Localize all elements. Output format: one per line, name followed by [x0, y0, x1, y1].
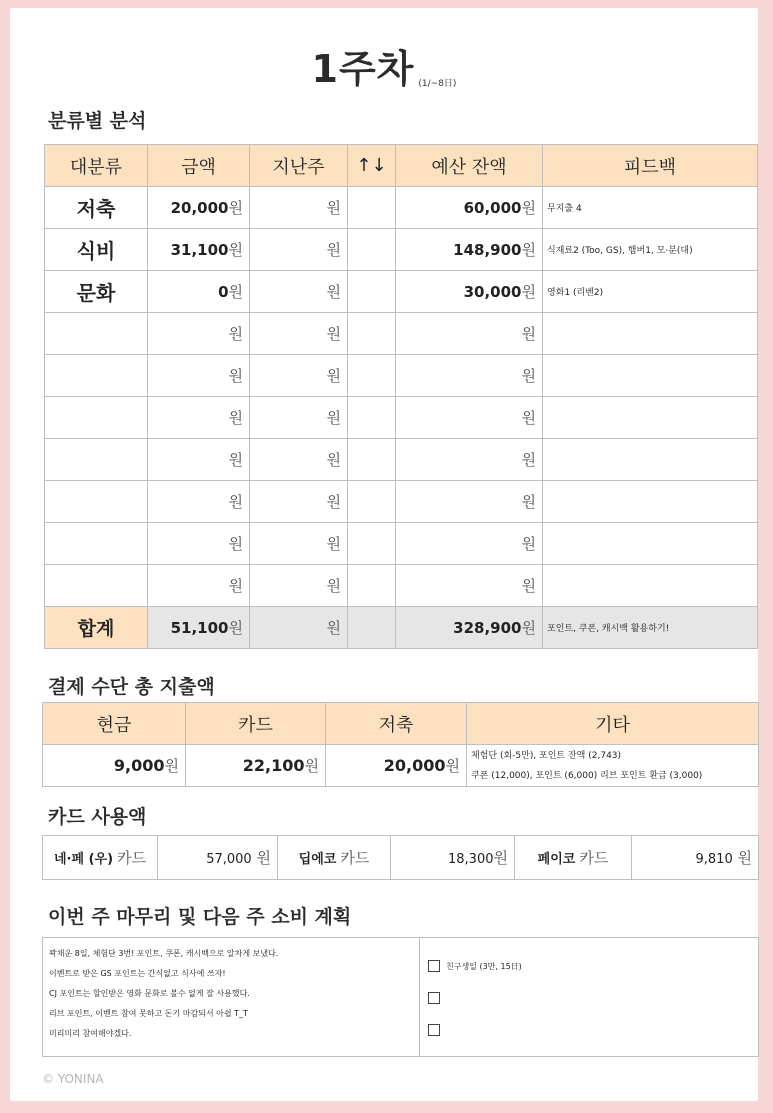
- page-title-date-range: (1/~8日): [418, 79, 457, 89]
- section-title-category: 분류별 분석: [48, 110, 147, 132]
- amount-value: 20,000: [170, 199, 229, 217]
- currency-unit: 원: [521, 451, 536, 469]
- header-last-week: 지난주: [250, 145, 348, 187]
- card-usage-table: [42, 835, 759, 880]
- table-row: [43, 836, 759, 880]
- cash-total[interactable]: [43, 745, 186, 787]
- payment-method-table: [42, 702, 759, 787]
- currency-unit: 원: [228, 241, 243, 259]
- table-row: [45, 229, 758, 271]
- budget-value: 60,000: [463, 199, 522, 217]
- row-amount[interactable]: [148, 523, 250, 565]
- row-feedback[interactable]: [543, 313, 758, 355]
- budget-value: 148,900: [453, 241, 522, 259]
- currency-unit: 원: [521, 199, 536, 217]
- row-amount[interactable]: [148, 187, 250, 229]
- row-last-week[interactable]: [250, 523, 348, 565]
- review-line: 리브 포인트, 이벤트 참여 못하고 돈기 마감되서 아쉽 T_T: [49, 1009, 248, 1018]
- card-1-label[interactable]: [43, 836, 158, 880]
- table-row: [43, 745, 759, 787]
- section-title-payment: 결제 수단 총 지출액: [48, 676, 215, 698]
- currency-unit: 원: [521, 577, 536, 595]
- row-category[interactable]: [45, 355, 148, 397]
- table-row: [45, 439, 758, 481]
- card-3-name: 페이코: [537, 852, 576, 867]
- table-row: [45, 523, 758, 565]
- card-3-suffix: 카드: [579, 849, 609, 867]
- currency-unit: 원: [228, 619, 243, 637]
- page-title: 1주차: [311, 47, 415, 91]
- table-row: [45, 313, 758, 355]
- row-budget[interactable]: [396, 355, 543, 397]
- table-row: [45, 187, 758, 229]
- row-budget[interactable]: [396, 187, 543, 229]
- payment-table-header: [43, 703, 759, 745]
- row-change[interactable]: [348, 481, 396, 523]
- row-last-week[interactable]: [250, 355, 348, 397]
- card-3-label[interactable]: [515, 836, 632, 880]
- row-amount[interactable]: [148, 313, 250, 355]
- cash-value: 9,000: [113, 756, 165, 775]
- card-2-amount-value: 18,300: [448, 852, 494, 867]
- row-category[interactable]: [45, 481, 148, 523]
- header-savings: 저축: [326, 703, 467, 745]
- card-2-amount[interactable]: [391, 836, 515, 880]
- row-change[interactable]: [348, 397, 396, 439]
- section-title-card: 카드 사용액: [48, 806, 147, 828]
- row-amount[interactable]: [148, 229, 250, 271]
- review-line: 이벤트로 받은 GS 포인트는 간식없고 식사에 쓰자!: [49, 969, 226, 978]
- other-note-line: 쿠폰 (12,000), 포인트 (6,000) 리브 포인트 환급 (3,000): [471, 770, 703, 781]
- header-category: 대분류: [45, 145, 148, 187]
- row-budget[interactable]: [396, 481, 543, 523]
- row-category[interactable]: [45, 313, 148, 355]
- row-feedback[interactable]: 무지출 4: [543, 187, 758, 229]
- row-amount[interactable]: [148, 271, 250, 313]
- row-change[interactable]: [348, 355, 396, 397]
- card-value: 22,100: [242, 756, 305, 775]
- header-card: 카드: [186, 703, 326, 745]
- currency-unit: 원: [304, 757, 319, 775]
- checkbox[interactable]: [428, 992, 440, 1004]
- currency-unit: 원: [228, 199, 243, 217]
- row-last-week[interactable]: [250, 313, 348, 355]
- row-category[interactable]: [45, 565, 148, 607]
- category-table-header: [45, 145, 758, 187]
- currency-unit: 원: [326, 577, 341, 595]
- review-line: CJ 포인트는 할인받은 영화 문화로 볼수 없게 잘 사용했다.: [49, 989, 250, 998]
- row-amount[interactable]: [148, 355, 250, 397]
- checkbox[interactable]: [428, 960, 440, 972]
- header-change: ↑↓: [348, 145, 396, 187]
- total-change[interactable]: [348, 607, 396, 649]
- row-amount[interactable]: [148, 397, 250, 439]
- currency-unit: 원: [228, 283, 243, 301]
- currency-unit: 원: [521, 283, 536, 301]
- savings-value: 20,000: [383, 756, 446, 775]
- currency-unit: 원: [228, 367, 243, 385]
- card-3-amount[interactable]: [632, 836, 759, 880]
- row-budget[interactable]: [396, 229, 543, 271]
- row-category[interactable]: 식비: [45, 229, 148, 271]
- currency-unit: 원: [493, 849, 508, 867]
- total-feedback[interactable]: 포인트, 쿠폰, 캐시백 활용하기!: [543, 607, 758, 649]
- other-notes[interactable]: [467, 745, 759, 787]
- row-change[interactable]: [348, 187, 396, 229]
- table-row: [45, 271, 758, 313]
- other-note-line: 체험단 (회-5만), 포인트 잔액 (2,743): [471, 750, 622, 761]
- card-1-name: 네·페 (우): [53, 852, 114, 867]
- row-budget[interactable]: [396, 565, 543, 607]
- section-title-plan: 이번 주 마무리 및 다음 주 소비 계획: [48, 906, 352, 928]
- page-header: [10, 38, 758, 93]
- total-label: 합계: [45, 607, 148, 649]
- currency-unit: 원: [228, 409, 243, 427]
- budget-value: 30,000: [463, 283, 522, 301]
- table-row: [45, 565, 758, 607]
- row-change[interactable]: [348, 439, 396, 481]
- row-amount[interactable]: [148, 481, 250, 523]
- currency-unit: 원: [326, 367, 341, 385]
- currency-unit: 원: [326, 409, 341, 427]
- row-budget[interactable]: [396, 313, 543, 355]
- row-feedback[interactable]: 영화1 (리벤2): [543, 271, 758, 313]
- row-change[interactable]: [348, 229, 396, 271]
- row-feedback[interactable]: [543, 481, 758, 523]
- row-amount[interactable]: [148, 565, 250, 607]
- weekly-review-notes: [43, 938, 419, 1044]
- amount-value: 31,100: [170, 241, 229, 259]
- checkbox[interactable]: [428, 1024, 440, 1036]
- row-last-week[interactable]: [250, 187, 348, 229]
- next-week-plan-cell: [420, 938, 759, 1057]
- savings-total[interactable]: [326, 745, 467, 787]
- copyright-text: © YONINA: [42, 1072, 104, 1086]
- currency-unit: 원: [521, 409, 536, 427]
- row-last-week[interactable]: [250, 565, 348, 607]
- plan-item-text[interactable]: 친구생일 (3만, 15日): [446, 961, 522, 971]
- currency-unit: 원: [737, 849, 752, 867]
- row-change[interactable]: [348, 523, 396, 565]
- row-change[interactable]: [348, 271, 396, 313]
- row-budget[interactable]: [396, 397, 543, 439]
- table-row: [45, 355, 758, 397]
- row-budget[interactable]: [396, 523, 543, 565]
- currency-unit: 원: [521, 619, 536, 637]
- table-row: [43, 938, 759, 1057]
- row-budget[interactable]: [396, 271, 543, 313]
- currency-unit: 원: [326, 493, 341, 511]
- review-line: 미리미리 참여해야겠다.: [49, 1029, 132, 1038]
- header-budget-balance: 예산 잔액: [396, 145, 543, 187]
- card-2-name: 딥에코: [298, 852, 337, 867]
- row-category[interactable]: [45, 439, 148, 481]
- row-feedback[interactable]: [543, 355, 758, 397]
- row-category[interactable]: 문화: [45, 271, 148, 313]
- row-feedback[interactable]: [543, 565, 758, 607]
- currency-unit: 원: [228, 325, 243, 343]
- row-change[interactable]: [348, 565, 396, 607]
- review-line: 꽉채운 8일, 체험단 3번! 포인트, 쿠폰, 캐시백으로 알차게 보냈다.: [49, 949, 279, 958]
- row-category[interactable]: 저축: [45, 187, 148, 229]
- currency-unit: 원: [326, 199, 341, 217]
- currency-unit: 원: [326, 535, 341, 553]
- total-budget[interactable]: [396, 607, 543, 649]
- row-feedback[interactable]: [543, 523, 758, 565]
- currency-unit: 원: [521, 325, 536, 343]
- row-category[interactable]: [45, 523, 148, 565]
- row-last-week[interactable]: [250, 271, 348, 313]
- budget-sheet-page: [10, 8, 758, 1101]
- currency-unit: 원: [326, 283, 341, 301]
- row-category[interactable]: [45, 397, 148, 439]
- row-feedback[interactable]: [543, 439, 758, 481]
- row-change[interactable]: [348, 313, 396, 355]
- table-row: [45, 397, 758, 439]
- weekly-review-cell[interactable]: [43, 938, 420, 1057]
- row-last-week[interactable]: [250, 481, 348, 523]
- plan-table: [42, 937, 759, 1057]
- card-2-suffix: 카드: [340, 849, 370, 867]
- card-3-amount-value: 9,810: [695, 852, 733, 867]
- header-feedback: 피드백: [543, 145, 758, 187]
- currency-unit: 원: [256, 849, 271, 867]
- row-feedback[interactable]: 식재료2 (Too, GS), 햄버1, 모·분(대): [543, 229, 758, 271]
- row-last-week[interactable]: [250, 439, 348, 481]
- table-row: [45, 481, 758, 523]
- currency-unit: 원: [521, 367, 536, 385]
- total-amount-value: 51,100: [170, 619, 229, 637]
- currency-unit: 원: [521, 493, 536, 511]
- amount-value: 0: [218, 283, 229, 301]
- card-1-suffix: 카드: [117, 849, 146, 867]
- currency-unit: 원: [326, 619, 341, 637]
- total-amount[interactable]: [148, 607, 250, 649]
- row-amount[interactable]: [148, 439, 250, 481]
- currency-unit: 원: [228, 493, 243, 511]
- header-amount: 금액: [148, 145, 250, 187]
- total-last-week[interactable]: [250, 607, 348, 649]
- currency-unit: 원: [445, 757, 460, 775]
- header-cash: 현금: [43, 703, 186, 745]
- currency-unit: 원: [228, 535, 243, 553]
- currency-unit: 원: [164, 757, 179, 775]
- row-budget[interactable]: [396, 439, 543, 481]
- currency-unit: 원: [228, 451, 243, 469]
- category-table: [44, 144, 758, 649]
- card-total[interactable]: [186, 745, 326, 787]
- plan-item: [428, 1010, 758, 1050]
- card-1-amount[interactable]: [158, 836, 278, 880]
- plan-checklist: [420, 938, 758, 1050]
- currency-unit: 원: [521, 535, 536, 553]
- row-feedback[interactable]: [543, 397, 758, 439]
- currency-unit: 원: [326, 241, 341, 259]
- currency-unit: 원: [228, 577, 243, 595]
- currency-unit: 원: [521, 241, 536, 259]
- total-budget-value: 328,900: [453, 619, 522, 637]
- row-last-week[interactable]: [250, 229, 348, 271]
- currency-unit: 원: [326, 451, 341, 469]
- card-2-label[interactable]: [278, 836, 391, 880]
- header-other: 기타: [467, 703, 759, 745]
- card-1-amount-value: 57,000: [206, 852, 252, 867]
- currency-unit: 원: [326, 325, 341, 343]
- total-row: [45, 607, 758, 649]
- row-last-week[interactable]: [250, 397, 348, 439]
